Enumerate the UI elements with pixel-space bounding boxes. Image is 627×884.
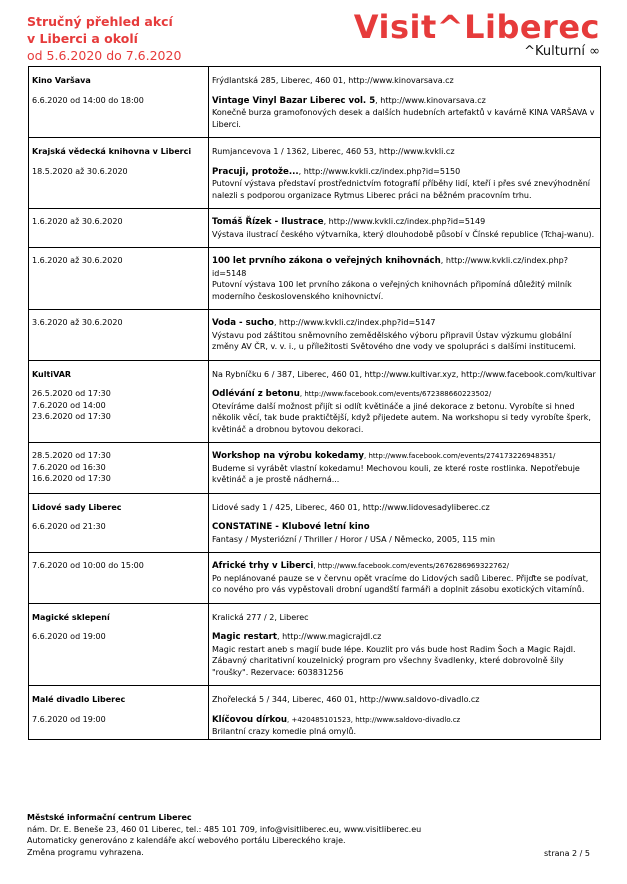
event-row <box>28 517 600 553</box>
logo-wordmark: Visit^Liberec <box>353 8 600 46</box>
venue-address-cell <box>208 360 600 384</box>
venue-name: Malé divadlo Liberec <box>32 695 126 704</box>
event-description: Budeme si vyrábět vlastní kokedamu! Mechovou kouli, ze které roste rostlinka. Nepotřebuje květináč a je prostě nádherná... <box>212 463 580 484</box>
date-range: od 5.6.2020 do 7.6.2020 <box>27 48 182 63</box>
event-date: 26.5.2020 od 17:30 <box>32 389 111 398</box>
event-info-cell <box>208 162 600 209</box>
event-info-cell <box>208 517 600 553</box>
event-title: Voda - sucho <box>212 318 274 328</box>
venue-name-cell <box>28 686 208 710</box>
event-info-cell <box>208 209 600 248</box>
event-description: Putovní výstava představí prostřednictvím fotografií příběhy lidí, kteří i přes své znevýhodnění nalezli s podporou organizace Rytmus Liberec práci na běžném pracovním trhu. <box>212 179 591 200</box>
event-dates-cell <box>28 91 208 138</box>
event-link[interactable]: , http://www.facebook.com/events/672388660223502/ <box>299 390 492 398</box>
event-title-line <box>212 450 596 463</box>
events-table <box>28 66 600 745</box>
venue-address: Frýdlantská 285, Liberec, 460 01, http://www.kinovarsava.cz <box>212 76 454 85</box>
event-title: Tomáš Řízek - Ilustrace <box>212 217 324 227</box>
event-date: 6.6.2020 od 19:00 <box>32 632 106 641</box>
event-description: Brilantní crazy komedie plná omylů. <box>212 727 357 736</box>
venue-row <box>28 493 600 517</box>
venue-name: Kino Varšava <box>32 76 91 85</box>
event-date: 7.6.2020 od 10:00 do 15:00 <box>32 561 144 570</box>
venue-row <box>28 686 600 710</box>
event-info-cell <box>208 443 600 494</box>
event-dates-cell <box>28 384 208 443</box>
venue-name: KultiVAR <box>32 369 72 379</box>
event-description: Otevíráme další možnost přijít si odlít květináče a jiné dekorace z betonu. Vyrobíte si hned několik věcí, tak bude praktičtější, když přijedete autem. Na workshopu si tedy vyrobíte šperk, květináč a drobnou bytovou dekoraci. <box>212 401 591 434</box>
venue-name: Lidové sady Liberec <box>32 502 122 512</box>
event-row <box>28 162 600 209</box>
event-dates-cell <box>28 553 208 604</box>
event-link[interactable]: , http://www.kvkli.cz/index.php?id=5150 <box>298 166 461 176</box>
event-description: Putovní výstava 100 let prvního zákona o veřejných knihovnách připomíná důležitý milník moderního československého knihovnictví. <box>212 280 572 301</box>
event-date: 23.6.2020 od 17:30 <box>32 412 111 421</box>
footer-org: Městské informační centrum Liberec <box>27 813 192 822</box>
event-title-line <box>212 631 596 644</box>
event-date: 6.6.2020 od 14:00 do 18:00 <box>32 95 144 105</box>
venue-address: Na Rybníčku 6 / 387, Liberec, 460 01, http://www.kultivar.xyz, http://www.facebook.com/kultivar <box>212 369 596 379</box>
venue-address: Zhořelecká 5 / 344, Liberec, 460 01, http://www.saldovo-divadlo.cz <box>212 695 480 704</box>
event-row <box>28 443 600 494</box>
event-date: 28.5.2020 od 17:30 <box>32 451 111 460</box>
event-info-cell <box>208 553 600 604</box>
venue-name-cell <box>28 603 208 627</box>
venue-row <box>28 360 600 384</box>
event-description: Konečně burza gramofonových desek a dalších hudebních artefaktů v kavárně KINA VARŠAVA v Liberci. <box>212 108 595 129</box>
event-dates-cell <box>28 248 208 310</box>
logo-subtitle: ^Kulturní ∞ <box>524 44 600 59</box>
event-link[interactable]: , http://www.kvkli.cz/index.php?id=5147 <box>273 318 436 327</box>
event-title: Pracuji, protože... <box>212 166 299 177</box>
event-title-line <box>212 560 596 573</box>
event-date: 7.6.2020 od 19:00 <box>32 714 106 724</box>
footer <box>27 812 421 858</box>
event-link[interactable]: , +420485101523, http://www.saldovo-divadlo.cz <box>287 715 461 724</box>
event-title: CONSTATINE - Klubové letní kino <box>212 522 370 532</box>
event-row <box>28 91 600 138</box>
venue-address-cell <box>208 686 600 710</box>
event-row <box>28 627 600 686</box>
event-title: Klíčovou dírkou <box>212 714 288 725</box>
venue-name-cell <box>28 360 208 384</box>
venue-name-cell <box>28 138 208 162</box>
event-date: 16.6.2020 od 17:30 <box>32 474 111 483</box>
event-date: 7.6.2020 od 16:30 <box>32 462 106 472</box>
footer-note-changes: Změna programu vyhrazena. <box>27 847 144 857</box>
event-link[interactable]: , http://www.kvkli.cz/index.php?id=5149 <box>323 217 486 226</box>
event-description: Magic restart aneb s magií bude lépe. Kouzlit pro vás bude host Radim Šoch a Magic Rajdl. Zábavný charitativní kouzelnický program pro všechny švadlenky, které dobrovolně šily "roušky". Rezervace: 603831256 <box>212 644 576 677</box>
venue-address-cell <box>208 67 600 91</box>
event-link[interactable]: , http://www.magicrajdl.cz <box>276 632 382 641</box>
event-info-cell <box>208 384 600 443</box>
event-row <box>28 553 600 604</box>
event-description: Výstava ilustrací českého výtvarníka, který dlouhodobě působí v Čínské republice (Tchaj-wanu). <box>212 229 595 239</box>
event-dates-cell <box>28 162 208 209</box>
event-title-line <box>212 388 596 401</box>
event-dates-cell <box>28 517 208 553</box>
event-date: 6.6.2020 od 21:30 <box>32 522 106 531</box>
event-info-cell <box>208 710 600 745</box>
venue-address: Rumjancevova 1 / 1362, Liberec, 460 53, http://www.kvkli.cz <box>212 147 455 156</box>
event-link[interactable]: , http://www.facebook.com/events/2676286969322762/ <box>313 562 510 570</box>
venue-address-cell <box>208 138 600 162</box>
event-info-cell <box>208 248 600 310</box>
event-title-line <box>212 521 596 534</box>
event-description: Fantasy / Mysteriózní / Thriller / Horor / USA / Německo, 2005, 115 min <box>212 534 496 544</box>
event-description: Výstavu pod záštitou sněmovního zemědělského výboru připravil Ústav výzkumu globální změny AV ČR, v. v. i., u příležitosti Světového dne vody ve spolupráci s dalšími institucemi. <box>212 330 576 351</box>
event-title: Vintage Vinyl Bazar Liberec vol. 5 <box>212 95 376 106</box>
venue-row <box>28 603 600 627</box>
venue-name: Magické sklepení <box>32 612 110 622</box>
title-line-2: v Liberci a okolí <box>27 31 138 46</box>
event-info-cell <box>208 91 600 138</box>
event-title: Odlévání z betonu <box>212 389 300 399</box>
title-line-1: Stručný přehled akcí <box>27 14 173 29</box>
footer-note-generated: Automaticky generováno z kalendáře akcí webového portálu Libereckého kraje. <box>27 836 346 845</box>
event-title: Africké trhy v Liberci <box>212 561 314 571</box>
event-link[interactable]: , http://www.kinovarsava.cz <box>375 95 486 105</box>
venue-address-cell <box>208 493 600 517</box>
event-dates-cell <box>28 710 208 745</box>
venue-address: Kralická 277 / 2, Liberec <box>212 612 309 622</box>
event-title: Magic restart <box>212 632 277 642</box>
event-date: 3.6.2020 až 30.6.2020 <box>32 318 123 327</box>
venue-row <box>28 138 600 162</box>
event-date: 1.6.2020 až 30.6.2020 <box>32 217 123 226</box>
venue-name-cell <box>28 493 208 517</box>
event-date: 1.6.2020 až 30.6.2020 <box>32 256 123 265</box>
document-header <box>27 13 181 64</box>
page-number: strana 2 / 5 <box>544 849 590 858</box>
venue-address-cell <box>208 603 600 627</box>
column-divider <box>208 66 209 739</box>
event-dates-cell <box>28 443 208 494</box>
event-row <box>28 710 600 745</box>
event-title: 100 let prvního zákona o veřejných knihovnách <box>212 256 441 266</box>
venue-address: Lidové sady 1 / 425, Liberec, 460 01, http://www.lidovesadyliberec.cz <box>212 502 490 512</box>
event-title-line <box>212 714 596 727</box>
event-title-line <box>212 216 596 229</box>
footer-address: nám. Dr. E. Beneše 23, 460 01 Liberec, tel.: 485 101 709, info@visitliberec.eu, www.visitliberec.eu <box>27 824 422 834</box>
event-title: Workshop na výrobu kokedamy <box>212 451 365 461</box>
event-date: 7.6.2020 od 14:00 <box>32 400 106 410</box>
event-title-line <box>212 255 596 279</box>
event-title-line <box>212 166 596 179</box>
event-description: Po neplánované pauze se v červnu opět vracíme do Lidových sadů Liberec. Přijďte se podívat, co nového pro vás vypěstovali drobní ugandští farmáři a doplnit zásobu exotických vitamínů. <box>212 573 589 594</box>
venue-row <box>28 67 600 91</box>
event-row <box>28 209 600 248</box>
venue-name-cell <box>28 67 208 91</box>
event-row <box>28 310 600 361</box>
event-link[interactable]: , http://www.kvkli.cz/index.php?id=5148 <box>212 256 568 278</box>
event-title-line <box>212 317 596 330</box>
event-date: 18.5.2020 až 30.6.2020 <box>32 166 128 176</box>
venue-name: Krajská vědecká knihovna v Liberci <box>32 147 192 156</box>
event-info-cell <box>208 310 600 361</box>
event-title-line <box>212 95 596 108</box>
event-dates-cell <box>28 627 208 686</box>
event-dates-cell <box>28 209 208 248</box>
event-row <box>28 248 600 310</box>
event-row <box>28 384 600 443</box>
event-dates-cell <box>28 310 208 361</box>
event-info-cell <box>208 627 600 686</box>
event-link[interactable]: , http://www.facebook.com/events/274173226948351/ <box>364 452 556 460</box>
visit-liberec-logo <box>354 10 600 60</box>
